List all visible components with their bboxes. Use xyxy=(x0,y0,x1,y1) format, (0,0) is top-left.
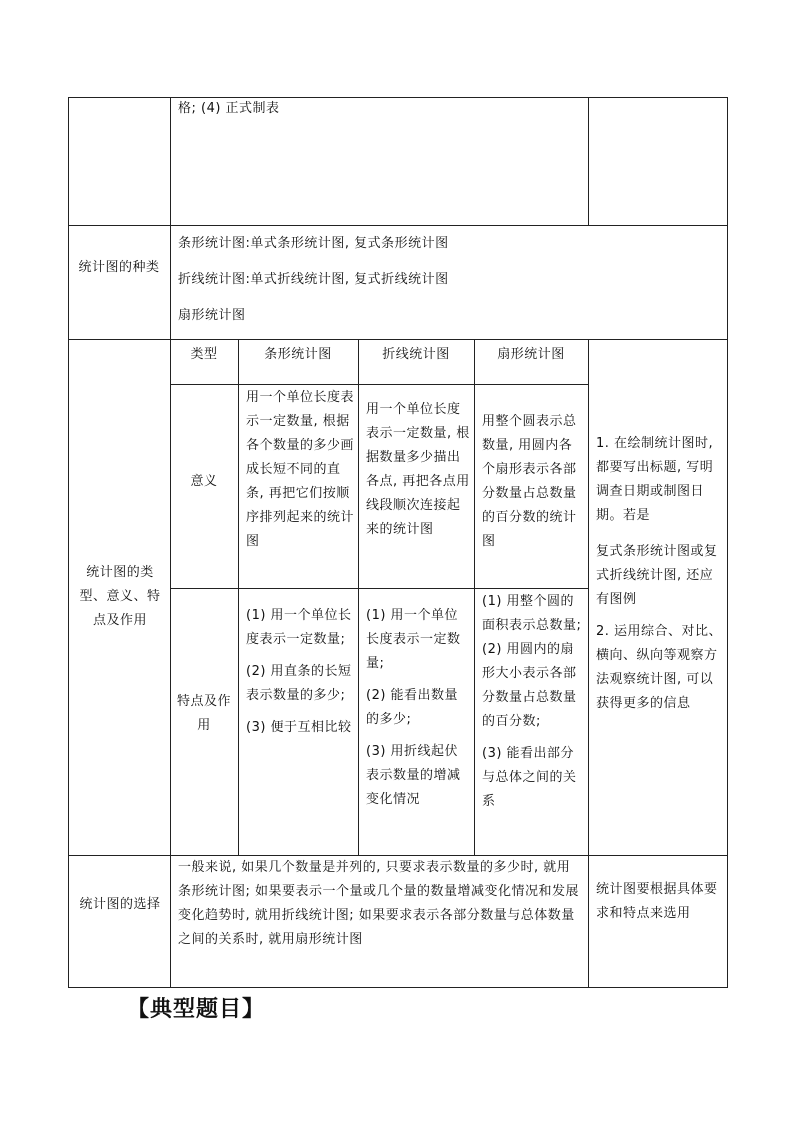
feature-line-1: (1) 用一个单位长度表示一定数量; xyxy=(366,608,461,671)
row4-note xyxy=(596,878,724,926)
feature-pie-2: (3) 能看出部分与总体之间的关系 xyxy=(482,746,577,809)
row3-notes xyxy=(596,432,724,716)
meaning-pie-text: 用整个圆表示总数量, 用圆内各个扇形表示各部分数量占总数量的百分数的统计图 xyxy=(482,414,577,549)
features-line xyxy=(366,604,470,812)
header-pie-chart-text: 扇形统计图 xyxy=(497,347,565,362)
meaning-bar-text: 用一个单位长度表示一定数量, 根据各个数量的多少画成长短不同的直条, 再把它们按顺序排列起来的统计图 xyxy=(246,390,355,549)
header-line-chart-text: 折线统计图 xyxy=(382,347,450,362)
border-sub-col2 xyxy=(358,339,359,856)
features-bar xyxy=(246,604,354,740)
feature-bar-2: (2) 用直条的长短表示数量的多少; xyxy=(246,664,352,703)
border-right xyxy=(727,97,728,988)
meaning-line xyxy=(366,398,470,542)
feature-line-3: (3) 用折线起伏表示数量的增减变化情况 xyxy=(366,744,461,807)
row1-content xyxy=(178,97,578,121)
border-sub-col3 xyxy=(474,339,475,856)
row2-content xyxy=(178,226,578,334)
row4-content xyxy=(178,856,580,952)
row2-label xyxy=(72,256,166,280)
section-heading: 【典型题目】 xyxy=(127,996,266,1022)
border-subheader-bottom xyxy=(170,384,588,385)
chart-kind-line: 折线统计图:单式折线统计图, 复式折线统计图 xyxy=(178,272,449,287)
row3-label-text: 统计图的类型、意义、特点及作用 xyxy=(79,565,161,628)
feature-bar-3: (3) 便于互相比较 xyxy=(246,720,352,735)
note-2: 复式条形统计图或复式折线统计图, 还应有图例 xyxy=(596,544,718,607)
header-line-chart xyxy=(358,343,474,367)
border-meaning-bottom xyxy=(170,588,588,589)
row4-text: 一般来说, 如果几个数量是并列的, 只要求表示数量的多少时, 就用条形统计图; 如果要表示一个量或几个量的数量增减变化情况和发展变化趋势时, 就用折线统计图; 如果要求表示各部分数量与总体数量之间的关系时, 就用扇形统计图 xyxy=(178,860,580,947)
feature-bar-1: (1) 用一个单位长度表示一定数量; xyxy=(246,608,352,647)
note-3: 2. 运用综合、对比、横向、纵向等观察方法观察统计图, 可以获得更多的信息 xyxy=(596,624,723,711)
note-1: 1. 在绘制统计图时, 都要写出标题, 写明调查日期或制图日期。若是 xyxy=(596,436,714,523)
feature-label-text: 特点及作用 xyxy=(176,694,231,733)
feature-label xyxy=(176,690,232,738)
row3-label xyxy=(74,561,166,633)
header-bar-chart xyxy=(238,343,358,367)
header-type-text: 类型 xyxy=(190,347,218,362)
border-left xyxy=(68,97,69,988)
border-row2-bottom xyxy=(68,339,727,340)
row2-label-text: 统计图的种类 xyxy=(78,260,160,275)
feature-pie-1: (1) 用整个圆的面积表示总数量; (2) 用圆内的扇形大小表示各部分数量占总数量的百分数; xyxy=(482,594,582,729)
features-pie xyxy=(482,590,584,814)
chart-kind-pie: 扇形统计图 xyxy=(178,308,246,323)
meaning-line-text: 用一个单位长度表示一定数量, 根据数量多少描出各点, 再把各点用线段顺次连接起来的统计图 xyxy=(366,402,470,537)
meaning-pie xyxy=(482,410,584,554)
meaning-label-text: 意义 xyxy=(190,474,218,489)
chart-kind-bar: 条形统计图:单式条形统计图, 复式条形统计图 xyxy=(178,236,449,251)
meaning-bar xyxy=(246,386,354,554)
border-bottom xyxy=(68,987,727,988)
meaning-label xyxy=(170,470,238,494)
header-type xyxy=(170,343,238,367)
border-row4-right-col xyxy=(588,855,589,988)
row4-label xyxy=(74,893,166,917)
row4-note-text: 统计图要根据具体要求和特点来选用 xyxy=(596,882,718,921)
border-label-col xyxy=(170,97,171,988)
header-bar-chart-text: 条形统计图 xyxy=(264,347,332,362)
row4-label-text: 统计图的选择 xyxy=(79,897,161,912)
border-row1-right-col xyxy=(588,97,589,226)
feature-line-2: (2) 能看出数量的多少; xyxy=(366,688,459,727)
border-sub-col1 xyxy=(238,339,239,856)
row1-text: 格; (4) 正式制表 xyxy=(178,101,280,116)
header-pie-chart xyxy=(474,343,588,367)
